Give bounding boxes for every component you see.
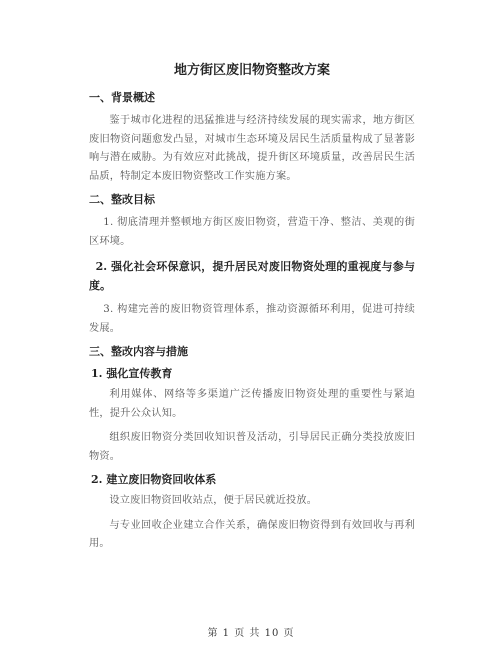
page-number-footer: 第 1 页 共 10 页 <box>207 628 295 639</box>
background-paragraph: 鉴于城市化进程的迅猛推进与经济持续发展的现实需求，地方街区废旧物资问题愈发凸显，对城市生态环境及居民生活质量构成了显著影响与潜在威胁。为有效应对此挑战，提升街区环境质量，改善居民生活品质，特制定本废旧物资整改工作实施方案。 <box>89 115 415 182</box>
measure-2-paragraph-2: 与专业回收企业建立合作关系，确保废旧物资得到有效回收与再利用。 <box>89 519 415 549</box>
goal-item-1: 1. 彻底清理并整顿地方街区废旧物资，营造干净、整洁、美观的街区环境。 <box>89 217 415 247</box>
measure-subheading-2: 2. 建立废旧物资回收体系 <box>91 473 217 486</box>
measure-subheading-1: 1. 强化宣传教育 <box>91 367 173 380</box>
section-heading-goals: 二、整改目标 <box>89 193 155 206</box>
measure-2-paragraph-1: 设立废旧物资回收站点，便于居民就近投放。 <box>109 495 318 506</box>
measure-1-paragraph-1: 利用媒体、网络等多渠道广泛传播废旧物资处理的重要性与紧迫性，提升公众认知。 <box>89 389 415 419</box>
document-content <box>89 62 415 560</box>
measure-1-paragraph-2: 组织废旧物资分类回收知识普及活动，引导居民正确分类投放废旧物资。 <box>89 432 415 462</box>
section-heading-measures: 三、整改内容与措施 <box>89 345 188 358</box>
document-title: 地方街区废旧物资整改方案 <box>173 63 330 78</box>
section-heading-background: 一、背景概述 <box>89 91 155 104</box>
goal-item-2: 2. 强化社会环保意识，提升居民对废旧物资处理的重视度与参与度。 <box>89 260 415 292</box>
goal-item-3: 3. 构建完善的废旧物资管理体系，推动资源循环利用，促进可持续发展。 <box>89 304 415 334</box>
